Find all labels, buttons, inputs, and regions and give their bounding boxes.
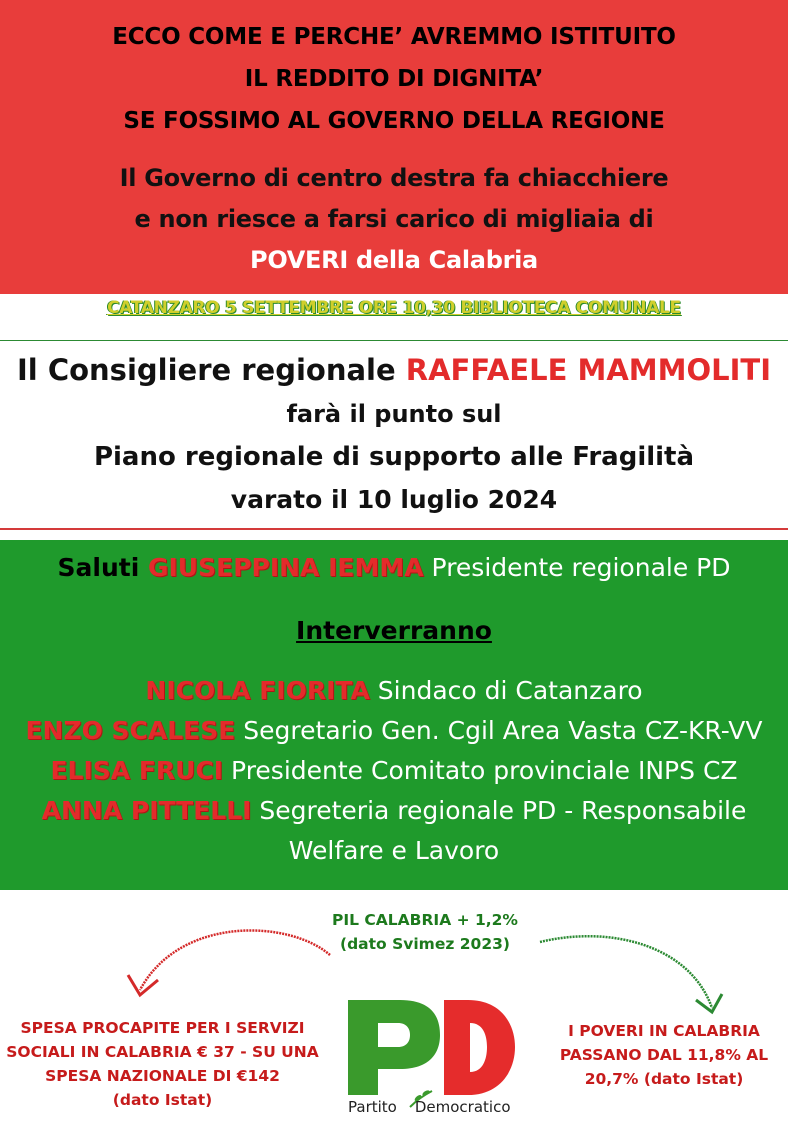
- pil-line-2: (dato Svimez 2023): [340, 935, 510, 953]
- logo-text-democratico: Democratico: [414, 1098, 511, 1116]
- right-arrow-icon: [540, 936, 712, 1008]
- spending-line-2: SOCIALI IN CALABRIA € 37 - SU UNA: [6, 1043, 319, 1061]
- poverty-line-3: 20,7% (dato Istat): [584, 1070, 744, 1088]
- main-plan: Piano regionale di supporto alle Fragilità: [93, 442, 695, 472]
- speaker-role: Sindaco di Catanzaro: [369, 676, 643, 705]
- main-line-2: farà il punto sul: [286, 400, 502, 428]
- saluti-name: GIUSEPPINA IEMMA: [147, 553, 424, 582]
- logo-p-shape: [348, 1000, 440, 1095]
- logo-d-shape: [444, 1000, 515, 1095]
- spending-line-1: SPESA PROCAPITE PER I SERVIZI: [20, 1019, 305, 1037]
- header-sub-2: e non riesce a farsi carico di migliaia di: [134, 205, 654, 233]
- main-speaker: RAFFAELE MAMMOLITI: [405, 353, 771, 387]
- poverty-caption: [540, 1019, 788, 1091]
- speaker-name: ELISA FRUCI: [50, 756, 224, 785]
- logo-text-partito: Partito: [348, 1098, 397, 1116]
- event-date-location: CATANZARO 5 SETTEMBRE ORE 10,30 BIBLIOTECA COMUNALE: [107, 298, 681, 318]
- speaker-role: Presidente Comitato provinciale INPS CZ: [223, 756, 738, 785]
- header-sub-1: Il Governo di centro destra fa chiacchiere: [119, 164, 669, 192]
- saluti-role: Presidente regionale PD: [423, 553, 731, 582]
- speaker-name: ANNA PITTELLI: [41, 796, 252, 825]
- logo-wordmark: [348, 1098, 529, 1116]
- logo-white-stripe: [440, 1000, 444, 1095]
- header-line-1: ECCO COME E PERCHE’ AVREMMO ISTITUITO: [112, 24, 676, 50]
- left-arrow-icon: [140, 930, 330, 990]
- speaker-name: ENZO SCALESE: [25, 716, 236, 745]
- spending-line-3: SPESA NAZIONALE DI €142: [45, 1067, 280, 1085]
- speaker-name: NICOLA FIORITA: [145, 676, 370, 705]
- interverranno-label: Interverranno: [296, 616, 492, 645]
- main-role: Il Consigliere regionale: [17, 353, 406, 387]
- pil-line-1: PIL CALABRIA + 1,2%: [332, 911, 518, 929]
- poverty-line-2: PASSANO DAL 11,8% AL: [559, 1046, 769, 1064]
- header-line-2: IL REDDITO DI DIGNITA’: [244, 66, 544, 92]
- header-sub-3: POVERI della Calabria: [250, 246, 538, 274]
- spending-line-4: (dato Istat): [112, 1091, 213, 1109]
- speaker-role: Segretario Gen. Cgil Area Vasta CZ-KR-VV: [235, 716, 763, 745]
- main-line-4: varato il 10 luglio 2024: [230, 485, 558, 514]
- saluti-label: Saluti: [57, 553, 148, 582]
- poverty-line-1: I POVERI IN CALABRIA: [568, 1022, 760, 1040]
- speaker-role: Segreteria regionale PD - Responsabile: [251, 796, 747, 825]
- spending-caption: [0, 1016, 325, 1112]
- header-line-3: SE FOSSIMO AL GOVERNO DELLA REGIONE: [123, 108, 665, 134]
- speaker-role-continued: Welfare e Lavoro: [288, 836, 500, 865]
